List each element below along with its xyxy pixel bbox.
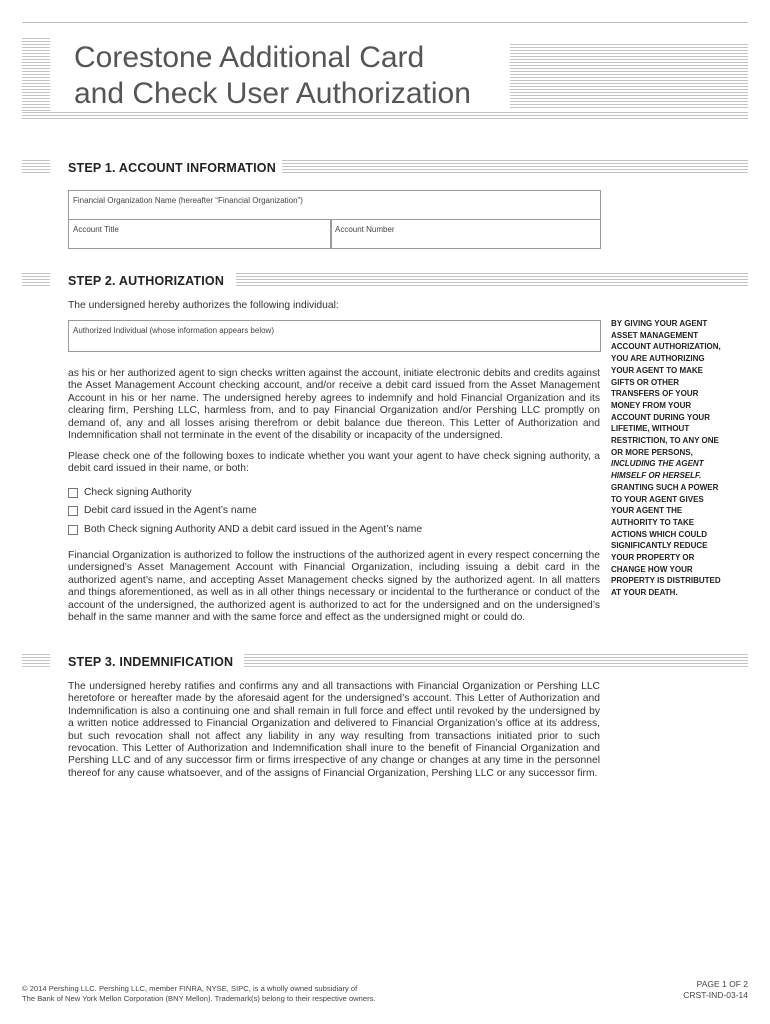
form-code: CRST-IND-03-14 xyxy=(683,990,748,1000)
step3-hatch-right xyxy=(244,654,748,669)
footer-copyright xyxy=(22,984,376,1004)
account-title-label: Account Title xyxy=(73,225,119,234)
step2-intro: The undersigned hereby authorizes the following individual: xyxy=(68,300,339,311)
page-title xyxy=(74,40,471,112)
financial-organization-name-label: Financial Organization Name (hereafter “Financial Organization”) xyxy=(73,196,303,205)
footer-page-info xyxy=(683,979,748,1001)
checkbox[interactable] xyxy=(68,488,78,498)
step1-hatch-left xyxy=(22,160,50,175)
step3-heading: STEP 3. INDEMNIFICATION xyxy=(68,655,234,669)
option-label: Both Check signing Authority AND a debit card issued in the Agent’s name xyxy=(84,524,423,535)
header-hatch-right xyxy=(510,44,748,108)
authorized-individual-field[interactable] xyxy=(68,320,601,352)
checkbox[interactable] xyxy=(68,525,78,535)
title-line-2: and Check User Authorization xyxy=(74,77,471,110)
option-label: Debit card issued in the Agent’s name xyxy=(84,505,257,516)
checkbox[interactable] xyxy=(68,506,78,516)
option-check-signing[interactable] xyxy=(68,487,192,498)
warning-sidebar xyxy=(611,318,727,599)
warning-text-1: BY GIVING YOUR AGENT ASSET MANAGEMENT ACCOUNT AUTHORIZATION, YOU ARE AUTHORIZING YOUR AGENT TO MAKE GIFTS OR OTHER TRANSFERS OF YOUR MONEY FROM YOUR ACCOUNT DURING YOUR LIFETIME, WITHOUT RESTRICTION, TO ANY ONE OR MORE PERSONS, xyxy=(611,319,721,457)
warning-text-2: GRANTING SUCH A POWER TO YOUR AGENT GIVES YOUR AGENT THE AUTHORITY TO TAKE ACTIONS WHICH COULD SIGNIFICANTLY REDUCE YOUR PROPERTY OR CHANGE HOW YOUR PROPERTY IS DISTRIBUTED AT YOUR DEATH. xyxy=(611,482,721,598)
option-label: Check signing Authority xyxy=(84,487,192,498)
account-title-field[interactable] xyxy=(68,219,332,249)
option-both[interactable] xyxy=(68,524,422,535)
warning-text-italic: INCLUDING THE AGENT HIMSELF OR HERSELF. xyxy=(611,459,704,481)
step3-hatch-left xyxy=(22,654,50,669)
option-debit-card[interactable] xyxy=(68,505,257,516)
account-number-label: Account Number xyxy=(335,225,395,234)
step1-hatch-right xyxy=(282,160,748,175)
authorized-individual-label: Authorized Individual (whose information appears below) xyxy=(73,326,274,335)
indemnification-paragraph: The undersigned hereby ratifies and confirms any and all transactions with Financial Organization or Pershing LLC heretofore or hereafter made by the aforesaid agent for the undersigned’s account. This Letter of Authorization and Indemnification is also a continuing one and shall remain in full force and effect until revoked by the undersigned by a written notice addressed to Financial Organization and delivered to Financial Organization’s office at its address, but such revocation shall not affect any liability in any way resulting from transactions initiated prior to such revocation. This Letter of Authorization and Indemnification shall inure to the benefit of Financial Organization and Pershing LLC and of any successor firm or firms irrespective of any change or changes at any time in the personnel thereof for any cause whatsoever, and of the assigns of Financial Organization, Pershing LLC or any successor firm. xyxy=(68,681,600,779)
header-hatch-left xyxy=(22,38,50,112)
account-number-field[interactable] xyxy=(330,219,601,249)
financial-organization-name-field[interactable] xyxy=(68,190,601,220)
title-line-1: Corestone Additional Card xyxy=(74,41,425,74)
step2-hatch-left xyxy=(22,273,50,288)
page-number: PAGE 1 OF 2 xyxy=(696,979,748,989)
footer-line-1: © 2014 Pershing LLC. Pershing LLC, member FINRA, NYSE, SIPC, is a wholly owned subsidiary of xyxy=(22,984,358,993)
step1-heading: STEP 1. ACCOUNT INFORMATION xyxy=(68,161,276,175)
header-hatch-bottom xyxy=(22,112,748,121)
top-rule xyxy=(22,22,748,23)
authorization-paragraph: as his or her authorized agent to sign checks written against the account, initiate electronic debits and credits against the Asset Management Account checking account, and/or receive a debit card issued from the Asset Management Account in his or her name. The undersigned hereby agrees to indemnify and hold Financial Organization and its clearing firm, Pershing LLC, harmless from, and to pay Financial Organization and/or Pershing LLC promptly on demand of, any and all losses arising therefrom or debit balance due thereon. This Letter of Authorization and Indemnification shall not terminate in the event of the disability or incapacity of the undersigned. xyxy=(68,368,600,442)
step2-heading: STEP 2. AUTHORIZATION xyxy=(68,274,225,288)
step2-hatch-right xyxy=(236,273,748,288)
agent-authority-paragraph: Financial Organization is authorized to follow the instructions of the authorized agent in every respect concerning the undersigned’s Asset Management Account with Financial Organization, including issuing a debit card in the authorized agent’s name, and accepting Asset Management checks signed by the authorized agent. In all matters and things aforementioned, as well as in all other things necessary or incidental to the furtherance or conduct of the account of the undersigned, the authorized agent is authorized to act for the undersigned and on the undersigned’s behalf in the same manner and with the same force and effect as the undersigned might or could do. xyxy=(68,550,600,624)
footer-line-2: The Bank of New York Mellon Corporation (BNY Mellon). Trademark(s) belong to their respective owners. xyxy=(22,994,376,1003)
checkbox-instructions: Please check one of the following boxes to indicate whether you want your agent to have check signing authority, a debit card issued in their name, or both: xyxy=(68,451,600,475)
